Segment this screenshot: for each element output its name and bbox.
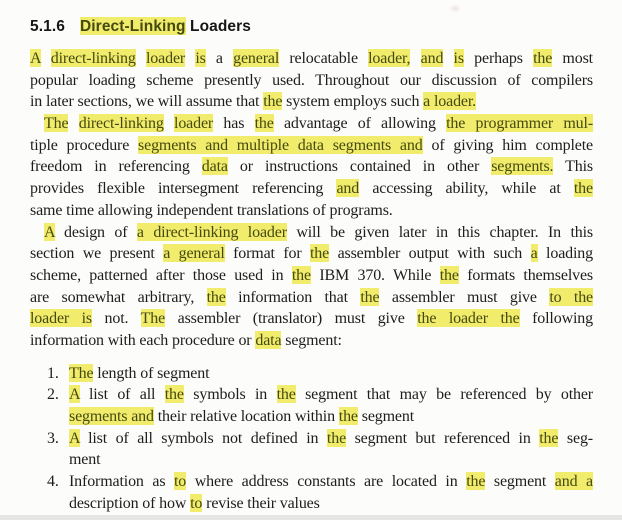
ordered-list [30,363,593,515]
list-item-number: 1. [47,364,59,382]
highlighted-text-run: direct-linking [50,50,136,67]
text-line [69,471,593,493]
text-line [30,308,593,330]
highlighted-text-run: the programmer mul- [446,115,593,133]
list-item-text [69,363,593,385]
text-run [164,115,174,132]
text-run: information that [225,288,361,306]
text-line [69,406,593,428]
highlighted-text-run: to [174,473,187,491]
text-run: or instructions contained in other [227,158,492,176]
text-run: segment: [281,331,342,349]
text-line [69,428,593,450]
text-run: segment but referenced in [346,429,540,447]
highlighted-text-run: the [466,473,486,491]
highlighted-text-run: the [326,429,347,447]
text-run: assembler (translator) must give [165,310,418,328]
text-run: segment that may be referenced by other [295,386,593,404]
highlighted-text-run: data [255,331,282,349]
list-item [30,428,593,471]
text-run [410,50,420,67]
highlighted-text-run: the [291,266,311,284]
text-run: IBM 370. While [310,266,440,284]
text-run: ment [69,451,101,469]
text-run: length of segment [93,364,210,382]
text-run: are somewhat arbitrary, [30,288,207,306]
text-run: popular loading scheme presently used. Throughout our discussion of compilers [30,71,593,89]
highlighted-text-run: general [233,50,280,67]
text-run: segment [485,473,555,491]
highlighted-text-run: A [69,386,80,404]
scan-edge-strip [0,515,622,520]
highlighted-text-run: the loader the [417,310,520,328]
text-run: accessing ability, while at [359,180,574,198]
highlighted-text-run: the [206,288,226,306]
highlighted-text-run: segments and multiple data segments and [138,136,423,154]
text-run: a [205,50,234,67]
page-body [30,48,593,514]
text-run [68,115,78,132]
paragraph [30,113,593,221]
text-run: system employs such [282,93,424,111]
text-line [30,178,593,200]
highlighted-text-run: a loader. [423,93,477,111]
text-line [69,449,593,471]
highlighted-text-run: loader is [30,310,92,328]
text-run: loading [537,245,593,263]
highlighted-text-run: loader [146,50,186,67]
text-run: following [519,310,593,328]
highlighted-text-run: is [453,50,464,67]
text-run: freedom in referencing [30,158,202,176]
text-run [136,50,146,67]
highlighted-text-run: the [539,429,559,447]
highlighted-text-run: Direct-Linking [79,18,186,35]
list-item [30,471,593,514]
text-run: in later sections, we will assume that [30,93,264,111]
text-line [30,200,593,222]
list-item-number: 3. [47,429,59,447]
text-run: revise their values [202,494,320,512]
text-run: relocatable [279,50,369,67]
text-line [30,48,593,70]
text-run: information with each procedure or [30,331,256,349]
text-line [69,384,593,406]
highlighted-text-run: The [44,115,69,133]
text-line [69,493,593,515]
highlighted-text-run: the [533,50,553,67]
highlighted-text-run: segments. [491,158,554,176]
text-run: format for [224,245,310,263]
highlighted-text-run: the [276,386,296,404]
text-run: most [552,50,593,67]
text-line [30,330,593,352]
text-run: same time allowing independent translations of programs. [30,201,393,219]
text-run: formats themselves [458,266,593,284]
list-item-text [69,471,593,514]
highlighted-text-run: A [30,50,41,67]
highlighted-text-run: A [44,223,55,241]
text-line [30,287,593,309]
highlighted-text-run: is [195,50,206,67]
list-item-number: 4. [47,473,59,491]
highlighted-text-run: to the [549,288,593,306]
text-run: section we present [30,245,164,263]
text-run: has [213,115,255,133]
paragraph [30,222,593,352]
list-item [30,363,593,385]
section-heading [30,18,251,36]
text-run: their relative location within [153,408,339,426]
highlighted-text-run: and [336,180,360,198]
highlighted-text-run: The [140,310,166,328]
list-item [30,384,593,427]
text-run: perhaps [463,50,534,67]
highlighted-text-run: the [164,386,184,404]
text-line [30,70,593,92]
highlighted-text-run: segments and [69,408,154,426]
text-run: tiple procedure [30,136,139,154]
highlighted-text-run: data [201,158,228,176]
text-line [30,222,593,244]
text-line [30,135,593,157]
highlighted-text-run: The [69,364,94,382]
scan-artifact-dot [449,4,461,13]
text-run: advantage of allowing [273,115,447,133]
highlighted-text-run: and a [554,473,593,491]
text-run: list of all symbols not defined in [79,429,327,447]
highlighted-text-run: direct-linking [78,115,164,133]
highlighted-text-run: loader, [368,50,411,67]
paragraph [30,48,593,113]
highlighted-text-run: the [310,245,330,263]
highlighted-text-run: the [360,288,380,306]
text-run [41,50,51,67]
section-number: 5.1.6 [30,18,65,35]
highlighted-text-run: the [439,266,459,284]
text-line [30,156,593,178]
text-run: of giving him complete [422,136,593,154]
section-title [80,17,251,35]
list-item-text [69,428,593,471]
list-item-number: 2. [47,386,59,404]
highlighted-text-run: the [338,408,358,426]
highlighted-text-run: to [190,494,203,512]
text-line [30,265,593,287]
text-run: description of how [69,494,191,512]
list-item-text [69,384,593,427]
highlighted-text-run: the [254,115,274,133]
text-run: list of all [79,386,165,404]
paragraphs-block [30,48,593,352]
text-run: seg- [558,429,593,447]
highlighted-text-run: a [530,245,538,263]
text-line [69,363,593,385]
text-run: Loaders [185,18,251,35]
text-run: scheme, patterned after those used in [30,266,292,284]
text-run: assembler must give [379,288,550,306]
text-run: design of [54,223,137,241]
text-line [30,91,593,113]
text-run: not. [92,310,141,328]
highlighted-text-run: a general [163,245,225,263]
text-run: provides flexible intersegment referencing [30,180,337,198]
highlighted-text-run: and [420,50,444,67]
text-run: segment [357,408,415,426]
text-run: This [553,158,593,176]
text-run: assembler output with such [329,245,531,263]
text-run: Information as [69,473,174,491]
highlighted-text-run: the [263,93,283,111]
text-run: where address constants are located in [186,473,467,491]
text-run: symbols in [183,386,277,404]
highlighted-text-run: a direct-linking loader [136,223,287,241]
highlighted-text-run: the [573,180,593,198]
text-line [30,243,593,265]
highlighted-text-run: A [69,429,80,447]
text-run [185,50,195,67]
text-run [443,50,453,67]
text-run: will be given later in this chapter. In this [286,223,593,241]
text-line [30,113,593,135]
highlighted-text-run: loader [174,115,214,133]
